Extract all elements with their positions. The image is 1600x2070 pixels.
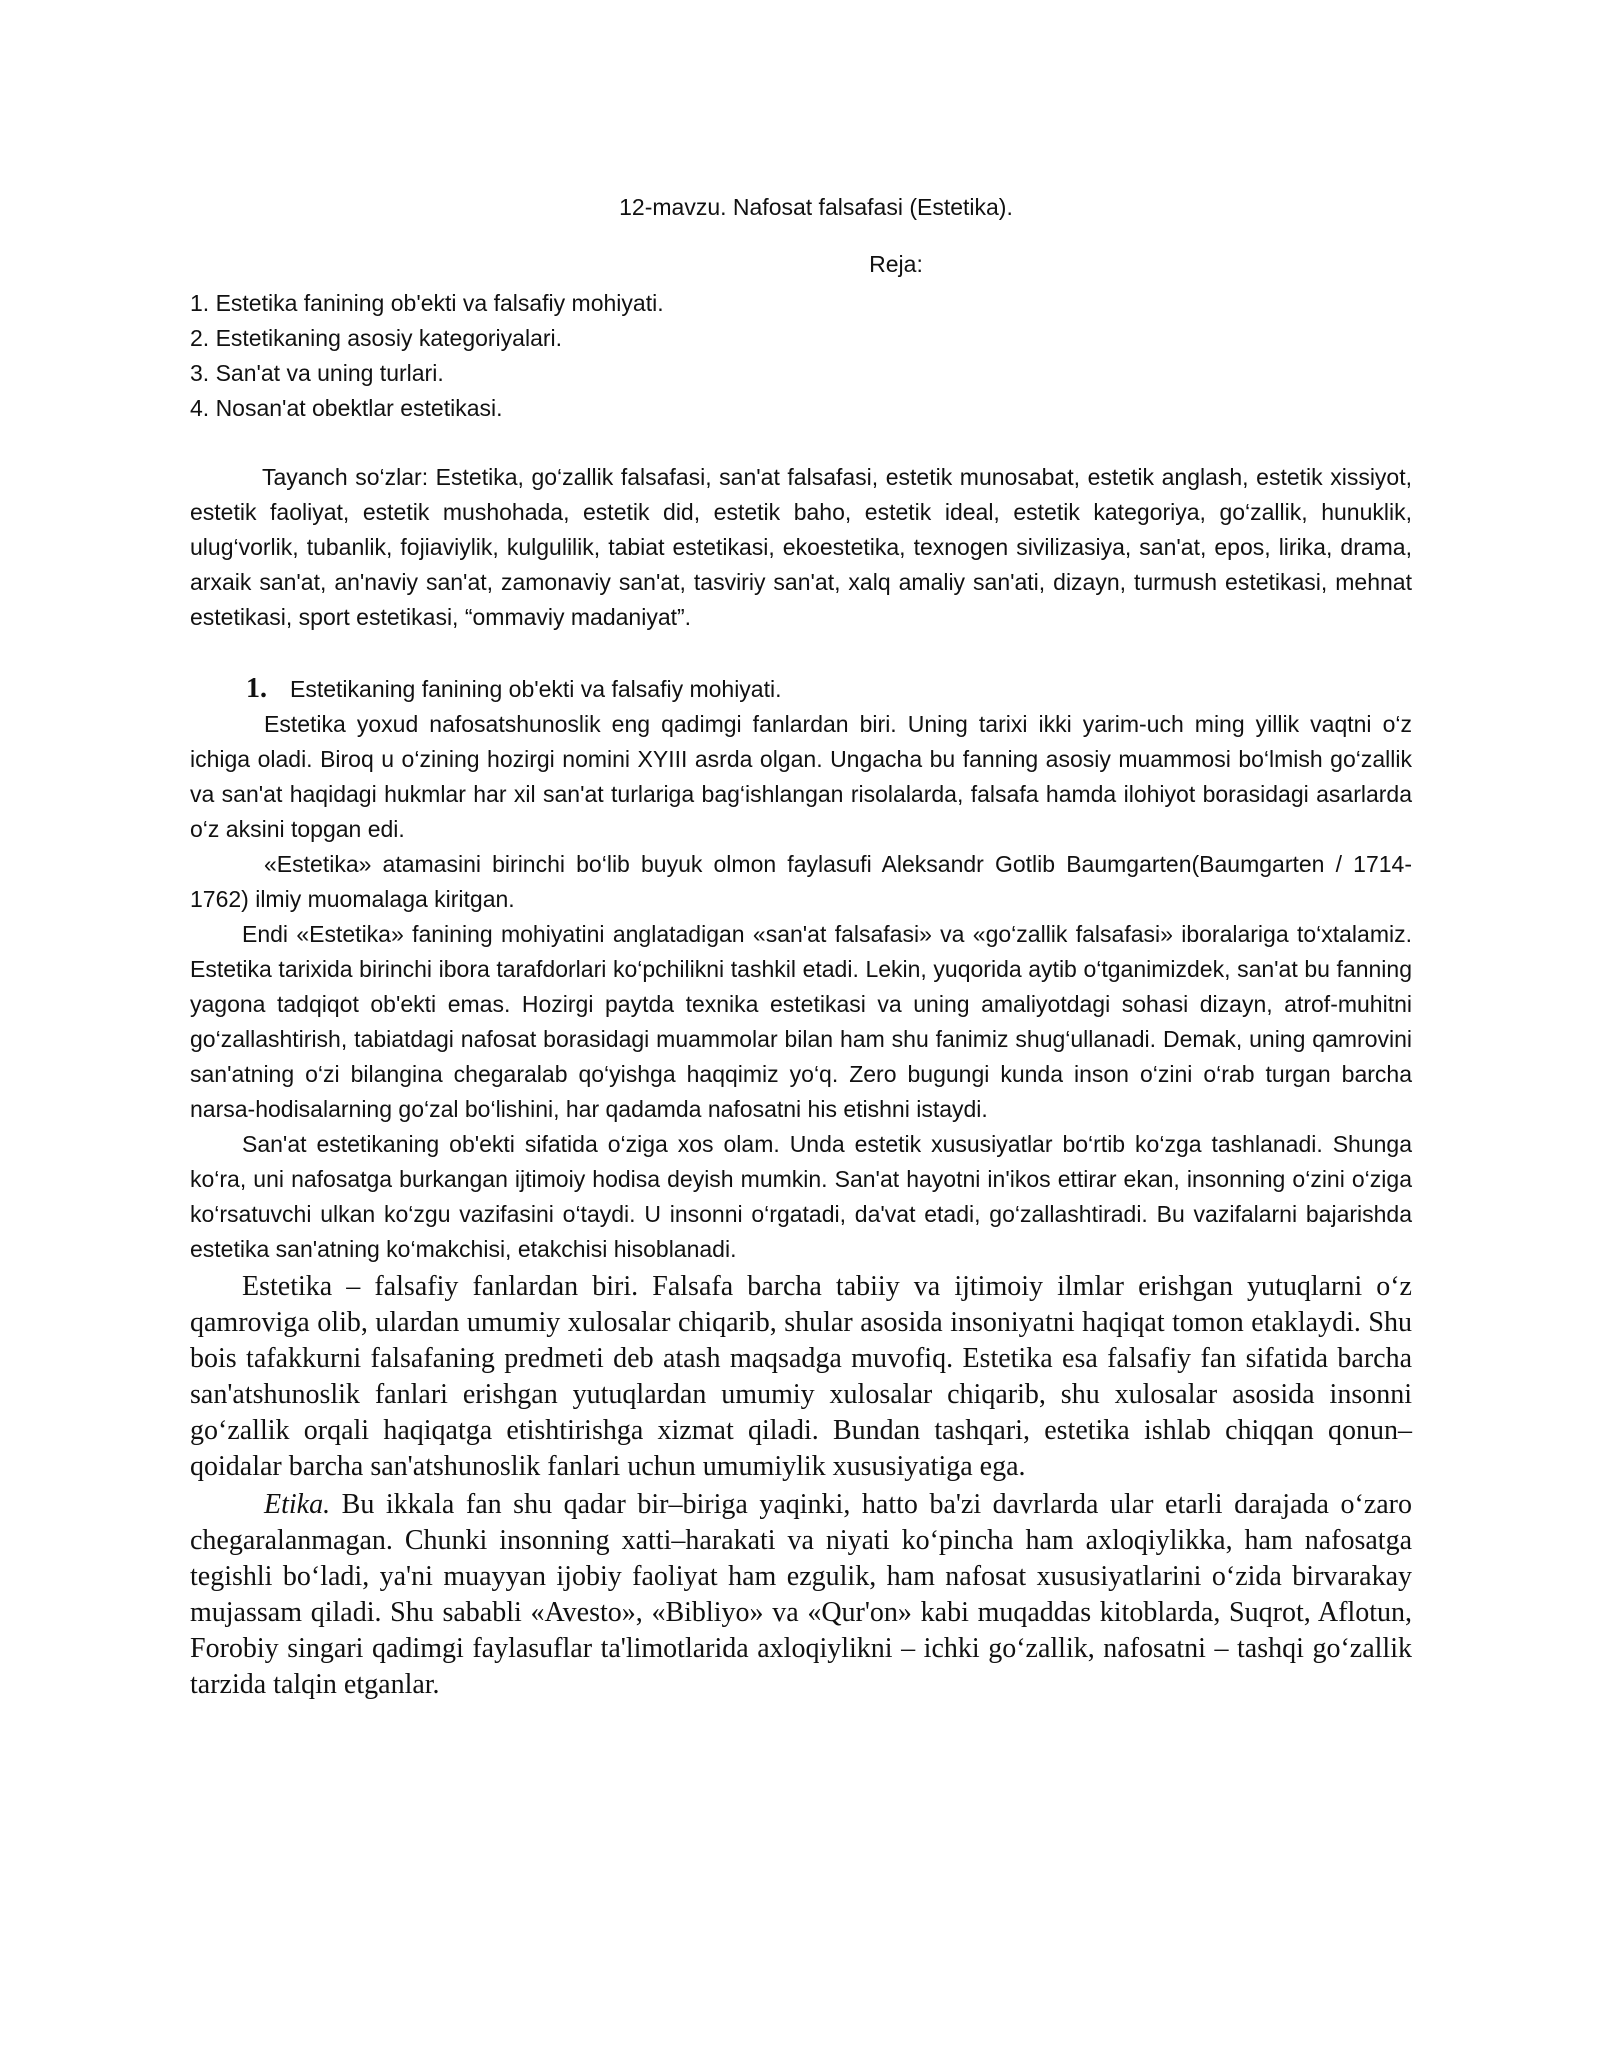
document-page	[190, 180, 1412, 1703]
page-title: 12-mavzu. Nafosat falsafasi (Estetika).	[619, 194, 1013, 220]
plan-item: 4. Nosan'at obektlar estetikasi.	[190, 395, 503, 421]
plan-item: 3. San'at va uning turlari.	[190, 360, 444, 386]
section-heading-text: Estetikaning fanining ob'ekti va falsafiy mohiyati.	[290, 676, 782, 702]
body-paragraph	[190, 1487, 1412, 1703]
body-paragraph: Endi «Estetika» fanining mohiyatini anglatadigan «san'at falsafasi» va «go‘zallik falsafasi» iboralariga to‘xtalamiz. Estetika tarixida birinchi ibora tarafdorlari ko‘pchilikni tashkil etadi. Lekin, yuqorida aytib o‘tganimizdek, san'at bu fanning yagona tadqiqot ob'ekti emas. Hozirgi paytda texnika estetikasi va uning amaliyotdagi sohasi dizayn, atrof-muhitni go‘zallashtirish, tabiatdagi nafosat borasidagi muammolar bilan ham shu fanimiz shug‘ullanadi. Demak, uning qamrovini san'atning o‘zi bilangina chegaralab qo‘yishga haqqimiz yo‘q. Zero bugungi kunda inson o‘zini o‘rab turgan barcha narsa-hodisalarning go‘zal bo‘lishini, har qadamda nafosatni his etishni istaydi.	[190, 921, 1412, 1122]
body-paragraph: San'at estetikaning ob'ekti sifatida o‘ziga xos olam. Unda estetik xususiyatlar bo‘rtib ko‘zga tashlanadi. Shunga ko‘ra, uni nafosatga burkangan ijtimoiy hodisa deyish mumkin. San'at hayotni in'ikos ettirar ekan, insonning o‘zini o‘ziga ko‘rsatuvchi ulkan ko‘zgu vazifasini o‘taydi. U insonni o‘rgatadi, da'vat etadi, go‘zallashtiradi. Bu vazifalarni bajarishda estetika san'atning ko‘makchisi, etakchisi hisoblanadi.	[190, 1131, 1412, 1262]
body-paragraph: «Estetika» atamasini birinchi bo‘lib buyuk olmon faylasufi Aleksandr Gotlib Baumgarten(Baumgarten / 1714-1762) ilmiy muomalaga kiritgan.	[190, 851, 1412, 912]
body-paragraph: Estetika yoxud nafosatshunoslik eng qadimgi fanlardan biri. Uning tarixi ikki yarim-uch ming yillik vaqtni o‘z ichiga oladi. Biroq u o‘zining hozirgi nomini XYIII asrda olgan. Ungacha bu fanning asosiy muammosi bo‘lmish go‘zallik va san'at haqidagi hukmlar har xil san'at turlariga bag‘ishlangan risolalarda, falsafa hamda ilohiyot borasidagi asarlarda o‘z aksini topgan edi.	[190, 711, 1412, 842]
emphasis-term: Etika.	[264, 1489, 331, 1520]
section-heading	[190, 671, 1412, 707]
plan-heading: Reja:	[869, 251, 923, 277]
paragraph-text: Bu ikkala fan shu qadar bir–biriga yaqinki, hatto ba'zi davrlarda ular etarli darajada o‘zaro chegaralanmagan. Chunki insonning xatti–harakati va niyati ko‘pincha ham axloqiylikka, ham nafosatga tegishli bo‘ladi, ya'ni muayyan ijobiy faoliyat ham ezgulik, ham nafosat xususiyatlarini o‘zida birvarakay mujassam qiladi. Shu sababli «Avesto», «Bibliyo» va «Qur'on» kabi muqaddas kitoblarda, Suqrot, Aflotun, Forobiy singari qadimgi faylasuflar ta'limotlarida axloqiylikni – ichki go‘zallik, nafosatni – tashqi go‘zallik tarzida talqin etganlar.	[190, 1489, 1412, 1700]
body-paragraph: Estetika – falsafiy fanlardan biri. Falsafa barcha tabiiy va ijtimoiy ilmlar erishgan yutuqlarni o‘z qamroviga olib, ulardan umumiy xulosalar chiqarib, shular asosida insoniyatni haqiqat tomon etaklaydi. Shu bois tafakkurni falsafaning predmeti deb atash maqsadga muvofiq. Estetika esa falsafiy fan sifatida barcha san'atshunoslik fanlari erishgan yutuqlardan umumiy xulosalar chiqarib, shu xulosalar asosida insonni go‘zallik orqali haqiqatga etishtirishga xizmat qiladi. Bundan tashqari, estetika ishlab chiqqan qonun–qoidalar barcha san'atshunoslik fanlari uchun umumiylik xususiyatiga ega.	[190, 1271, 1412, 1482]
plan-item: 1. Estetika fanining ob'ekti va falsafiy mohiyati.	[190, 290, 664, 316]
plan-item: 2. Estetikaning asosiy kategoriyalari.	[190, 325, 563, 351]
plan-list	[190, 286, 1412, 426]
keywords-paragraph: Tayanch so‘zlar: Estetika, go‘zallik falsafasi, san'at falsafasi, estetik munosabat, estetik anglash, estetik xissiyot, estetik faoliyat, estetik mushohada, estetik did, estetik baho, estetik ideal, estetik kategoriya, go‘zallik, hunuklik, ulug‘vorlik, tubanlik, fojiaviylik, kulgulilik, tabiat estetikasi, ekoestetika, texnogen sivilizasiya, san'at, epos, lirika, drama, arxaik san'at, an'naviy san'at, zamonaviy san'at, tasviriy san'at, xalq amaliy san'ati, dizayn, turmush estetikasi, mehnat estetikasi, sport estetikasi, “ommaviy madaniyat”.	[190, 464, 1412, 630]
section-number: 1.	[246, 673, 267, 704]
